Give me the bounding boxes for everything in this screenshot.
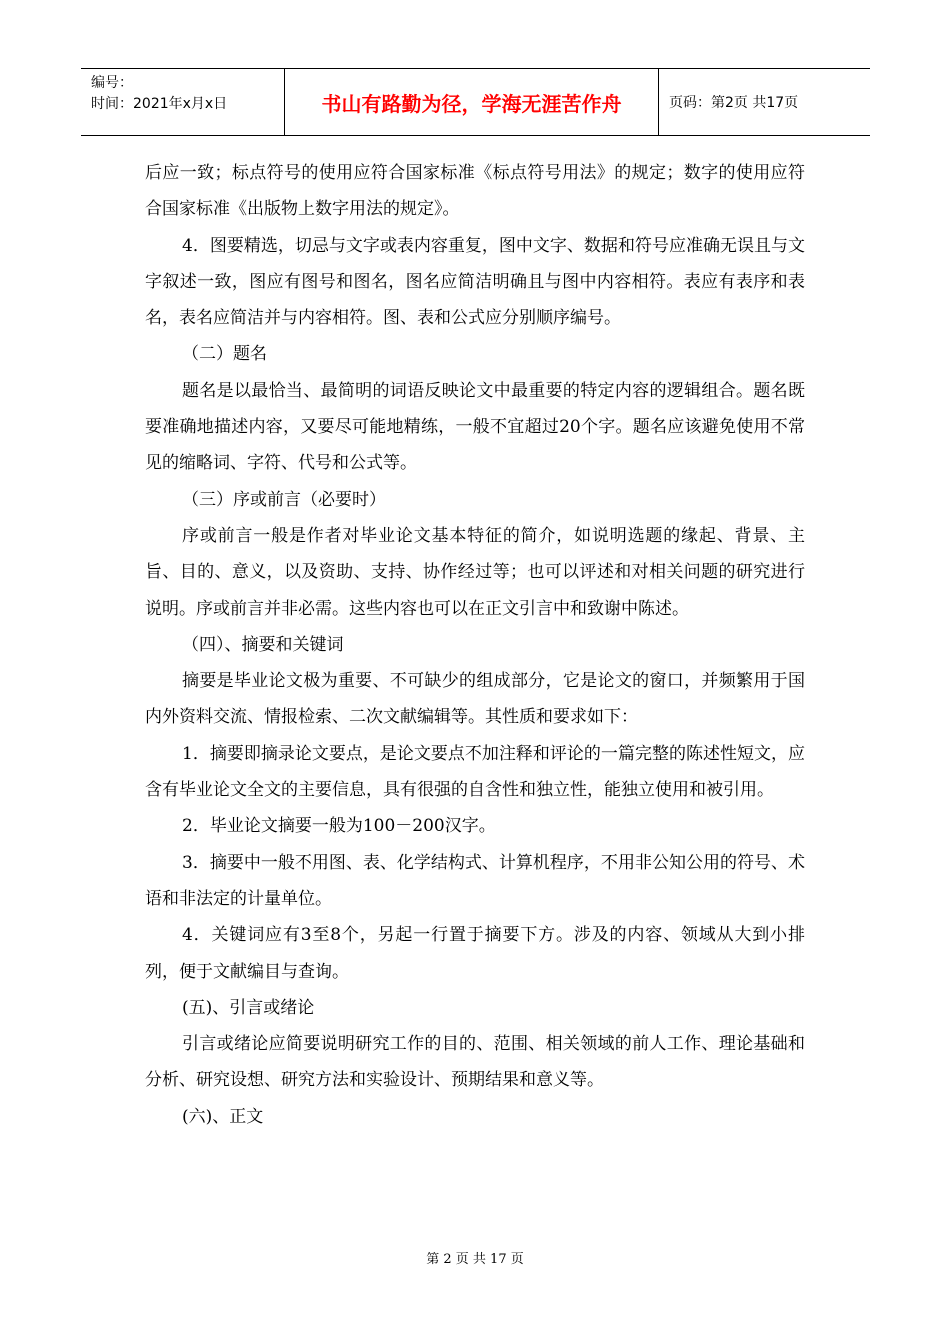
paragraph: 后应一致；标点符号的使用应符合国家标准《标点符号用法》的规定；数字的使用应符合国家标准《出版物上数字用法的规定》。 — [145, 163, 805, 220]
section-heading: （四）、摘要和关键词 — [182, 634, 344, 655]
section-heading: （三）序或前言（必要时） — [182, 489, 386, 510]
header-motto: 书山有路勤为径，学海无涯苦作舟 — [285, 69, 659, 135]
paragraph: 题名是以最恰当、最简明的词语反映论文中最重要的特定内容的逻辑组合。题名既要准确地描述内容，又要尽可能地精练，一般不宜超过20个字。题名应该避免使用不常见的缩略词、字符、代号和公式等。 — [145, 380, 805, 474]
header-meta — [81, 69, 285, 135]
paragraph: 2．毕业论文摘要一般为100－200汉字。 — [182, 816, 496, 837]
paragraph: 序或前言一般是作者对毕业论文基本特征的简介，如说明选题的缘起、背景、主旨、目的、意义，以及资助、支持、协作经过等；也可以评述和对相关问题的研究进行说明。序或前言并非必需。这些内容也可以在正文引言中和致谢中陈述。 — [145, 525, 805, 619]
section-heading: （二）题名 — [182, 344, 267, 365]
page-header — [81, 68, 870, 136]
page-footer: 第 2 页 共 17 页 — [426, 1252, 524, 1267]
paragraph: 引言或绪论应简要说明研究工作的目的、范围、相关领域的前人工作、理论基础和分析、研究设想、研究方法和实验设计、预期结果和意义等。 — [145, 1034, 805, 1091]
paragraph: 1．摘要即摘录论文要点，是论文要点不加注释和评论的一篇完整的陈述性短文，应含有毕业论文全文的主要信息，具有很强的自含性和独立性，能独立使用和被引用。 — [145, 743, 805, 801]
document-date-label: 时间：2021年x月x日 — [91, 96, 228, 112]
paragraph: 4．图要精选，切忌与文字或表内容重复，图中文字、数据和符号应准确无误且与文字叙述一致，图应有图号和图名，图名应简洁明确且与图中内容相符。表应有表序和表名，表名应简洁并与内容相符。图、表和公式应分别顺序编号。 — [145, 235, 805, 329]
section-heading: (五)、引言或绪论 — [182, 997, 315, 1018]
section-heading: (六)、正文 — [182, 1106, 264, 1127]
paragraph: 4．关键词应有3至8个，另起一行置于摘要下方。涉及的内容、领域从大到小排列，便于文献编目与查询。 — [145, 925, 805, 982]
header-page-info: 页码：第2页 共17页 — [669, 95, 799, 111]
document-number-label: 编号： — [91, 75, 133, 91]
paragraph: 摘要是毕业论文极为重要、不可缺少的组成部分，它是论文的窗口，并频繁用于国内外资料交流、情报检索、二次文献编辑等。其性质和要求如下： — [145, 671, 805, 728]
document-body — [145, 155, 805, 1135]
paragraph: 3．摘要中一般不用图、表、化学结构式、计算机程序，不用非公知公用的符号、术语和非法定的计量单位。 — [145, 852, 805, 909]
